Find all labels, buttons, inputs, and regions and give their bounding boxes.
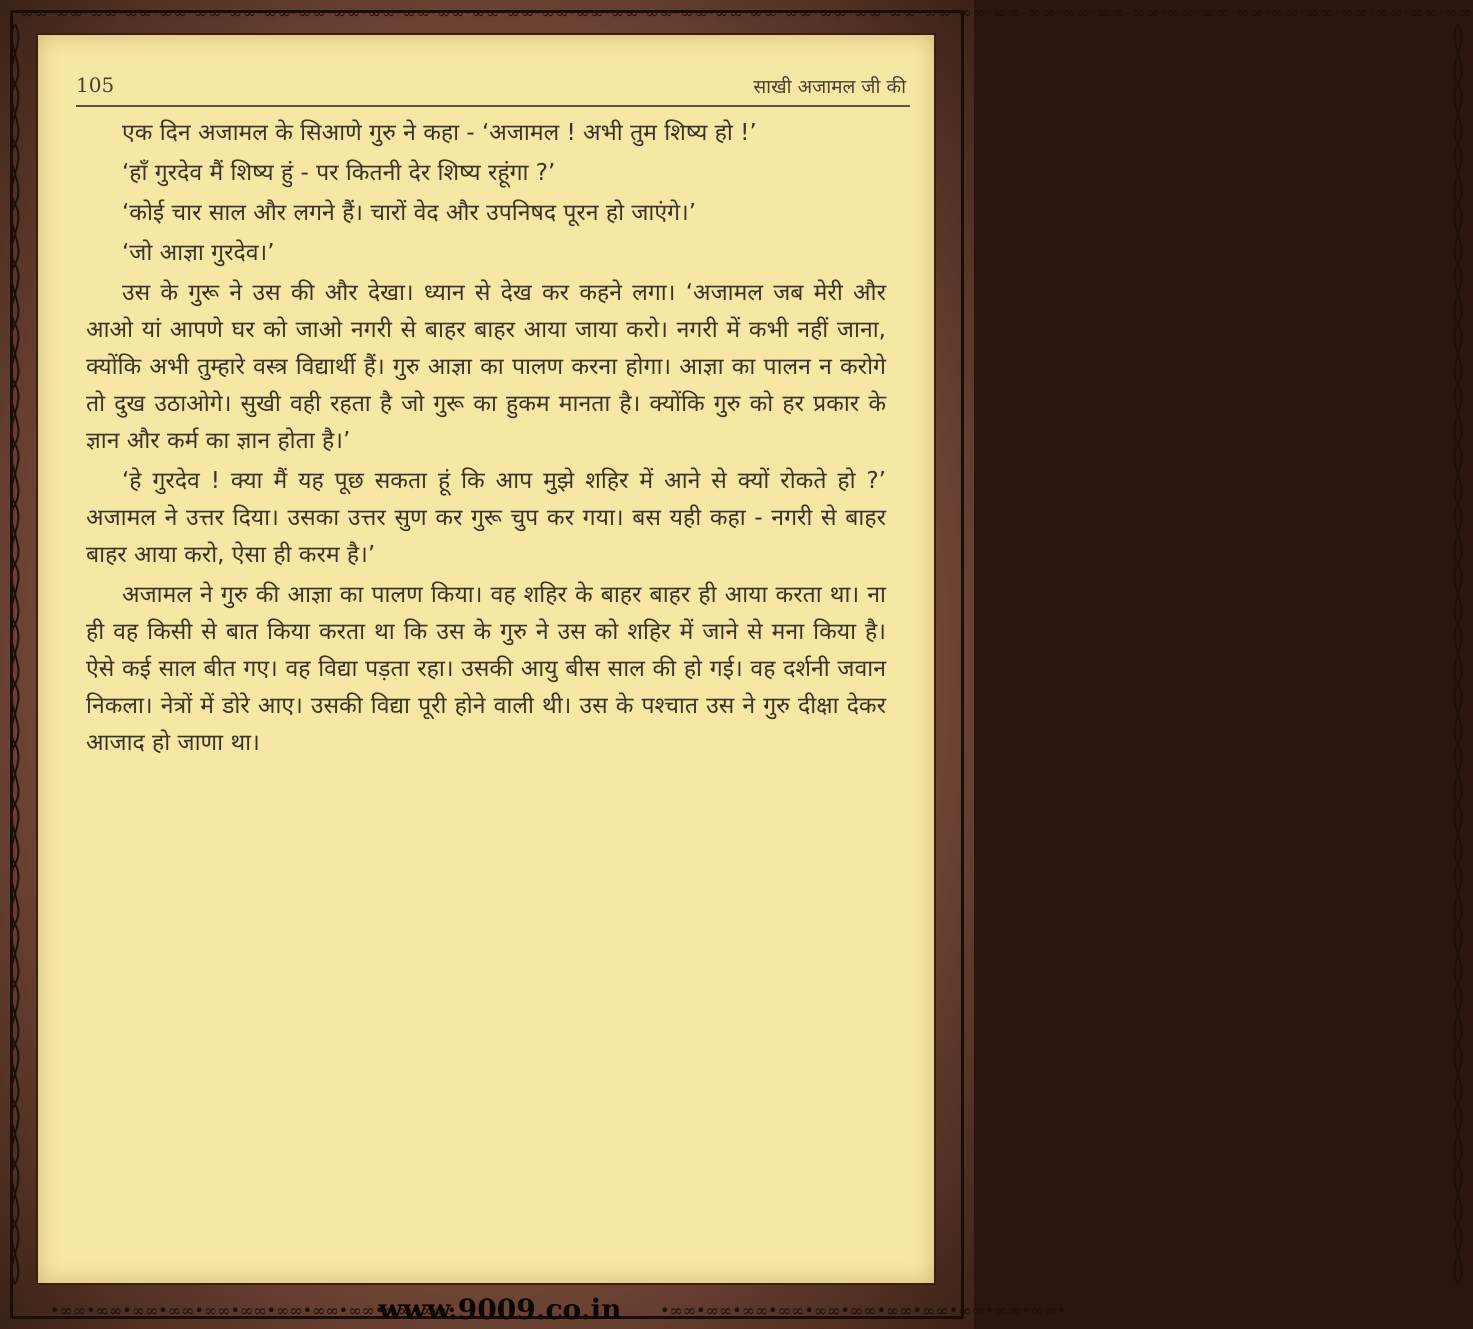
header-divider	[76, 105, 910, 107]
right-chain-ornament-icon	[1443, 24, 1473, 1304]
page-header	[76, 73, 908, 103]
paragraph: ‘कोई चार साल और लगने हैं। चारों वेद और उपनिषद पूरन हो जाएंगे।’	[122, 200, 697, 226]
paragraph: अजामल ने गुरु की आज्ञा का पालण किया। वह शहिर के बाहर बाहर ही आया करता था। ना ही वह किसी से बात किया करता था कि उस के गुरु ने उस को शहिर में जाने से मना किया है। ऐसे कई साल बीत गए। वह विद्या पड़ता रहा। उसकी आयु बीस साल की हो गई। वह दर्शनी जवान निकला। नेत्रों में डोरे आए। उसकी विद्या पूरी होने वाली थी। उस के पश्चात उस ने गुरु दीक्षा देकर आजाद हो जाणा था।	[86, 582, 886, 756]
page-number: 105	[76, 73, 115, 97]
paragraph: ‘हाँ गुरदेव मैं शिष्य हुं - पर कितनी देर शिष्य रहूंगा ?’	[122, 160, 556, 186]
footer-chain-ornament-right-icon: •∞∞•∞∞•∞∞•∞∞•∞∞•∞∞•∞∞•∞∞•∞∞•∞∞•∞∞•	[660, 1301, 1067, 1320]
top-chain-ornament-icon: ·∞∞·∞∞·∞∞·∞∞·∞∞·∞∞·∞∞·∞∞·∞∞·∞∞·∞∞·∞∞·∞∞·∞∞·∞∞·∞∞·∞∞·∞∞·∞∞·∞∞·∞∞·∞∞·∞∞·∞∞·∞∞·∞∞·∞∞·∞∞·∞∞·∞∞·∞∞·∞∞·∞∞·∞∞·∞∞·∞∞·∞∞·∞∞·∞∞·∞∞·∞∞·∞∞	[14, 3, 1473, 22]
footer-chain-ornament-left-icon: •∞∞•∞∞•∞∞•∞∞•∞∞•∞∞•∞∞•∞∞•∞∞•∞∞•∞∞•	[50, 1301, 457, 1320]
website-url[interactable]: www.9009.co.in	[378, 1293, 622, 1326]
book-page	[36, 33, 936, 1285]
paragraph: ‘हे गुरदेव ! क्या मैं यह पूछ सकता हूं कि आप मुझे शहिर में आने से क्यों रोकते हो ?’ अजामल ने उत्तर दिया। उसका उत्तर सुण कर गुरू चुप कर गया। बस यही कहा - नगरी से बाहर बाहर आया करो, ऐसा ही करम है।’	[86, 468, 886, 568]
paragraph: एक दिन अजामल के सिआणे गुरु ने कहा - ‘अजामल ! अभी तुम शिष्य हो !’	[122, 120, 757, 146]
paragraph: उस के गुरू ने उस की और देखा। ध्यान से देख कर कहने लगा। ‘अजामल जब मेरी और आओ यां आपणे घर को जाओ नगरी से बाहर बाहर आया जाया करो। नगरी में कभी नहीं जाना, क्योंकि अभी तुम्हारे वस्त्र विद्यार्थी हैं। गुरु आज्ञा का पालण करना होगा। आज्ञा का पालन न करोगे तो दुख उठाओगे। सुखी वही रहता है जो गुरू का हुकम मानता है। क्योंकि गुरु को हर प्रकार के ज्ञान और कर्म का ज्ञान होता है।’	[86, 280, 886, 454]
left-chain-ornament-icon	[0, 24, 30, 1304]
running-title: साखी अजामल जी की	[753, 76, 906, 98]
paragraph: ‘जो आज्ञा गुरदेव।’	[122, 240, 275, 266]
page-body	[86, 115, 886, 765]
